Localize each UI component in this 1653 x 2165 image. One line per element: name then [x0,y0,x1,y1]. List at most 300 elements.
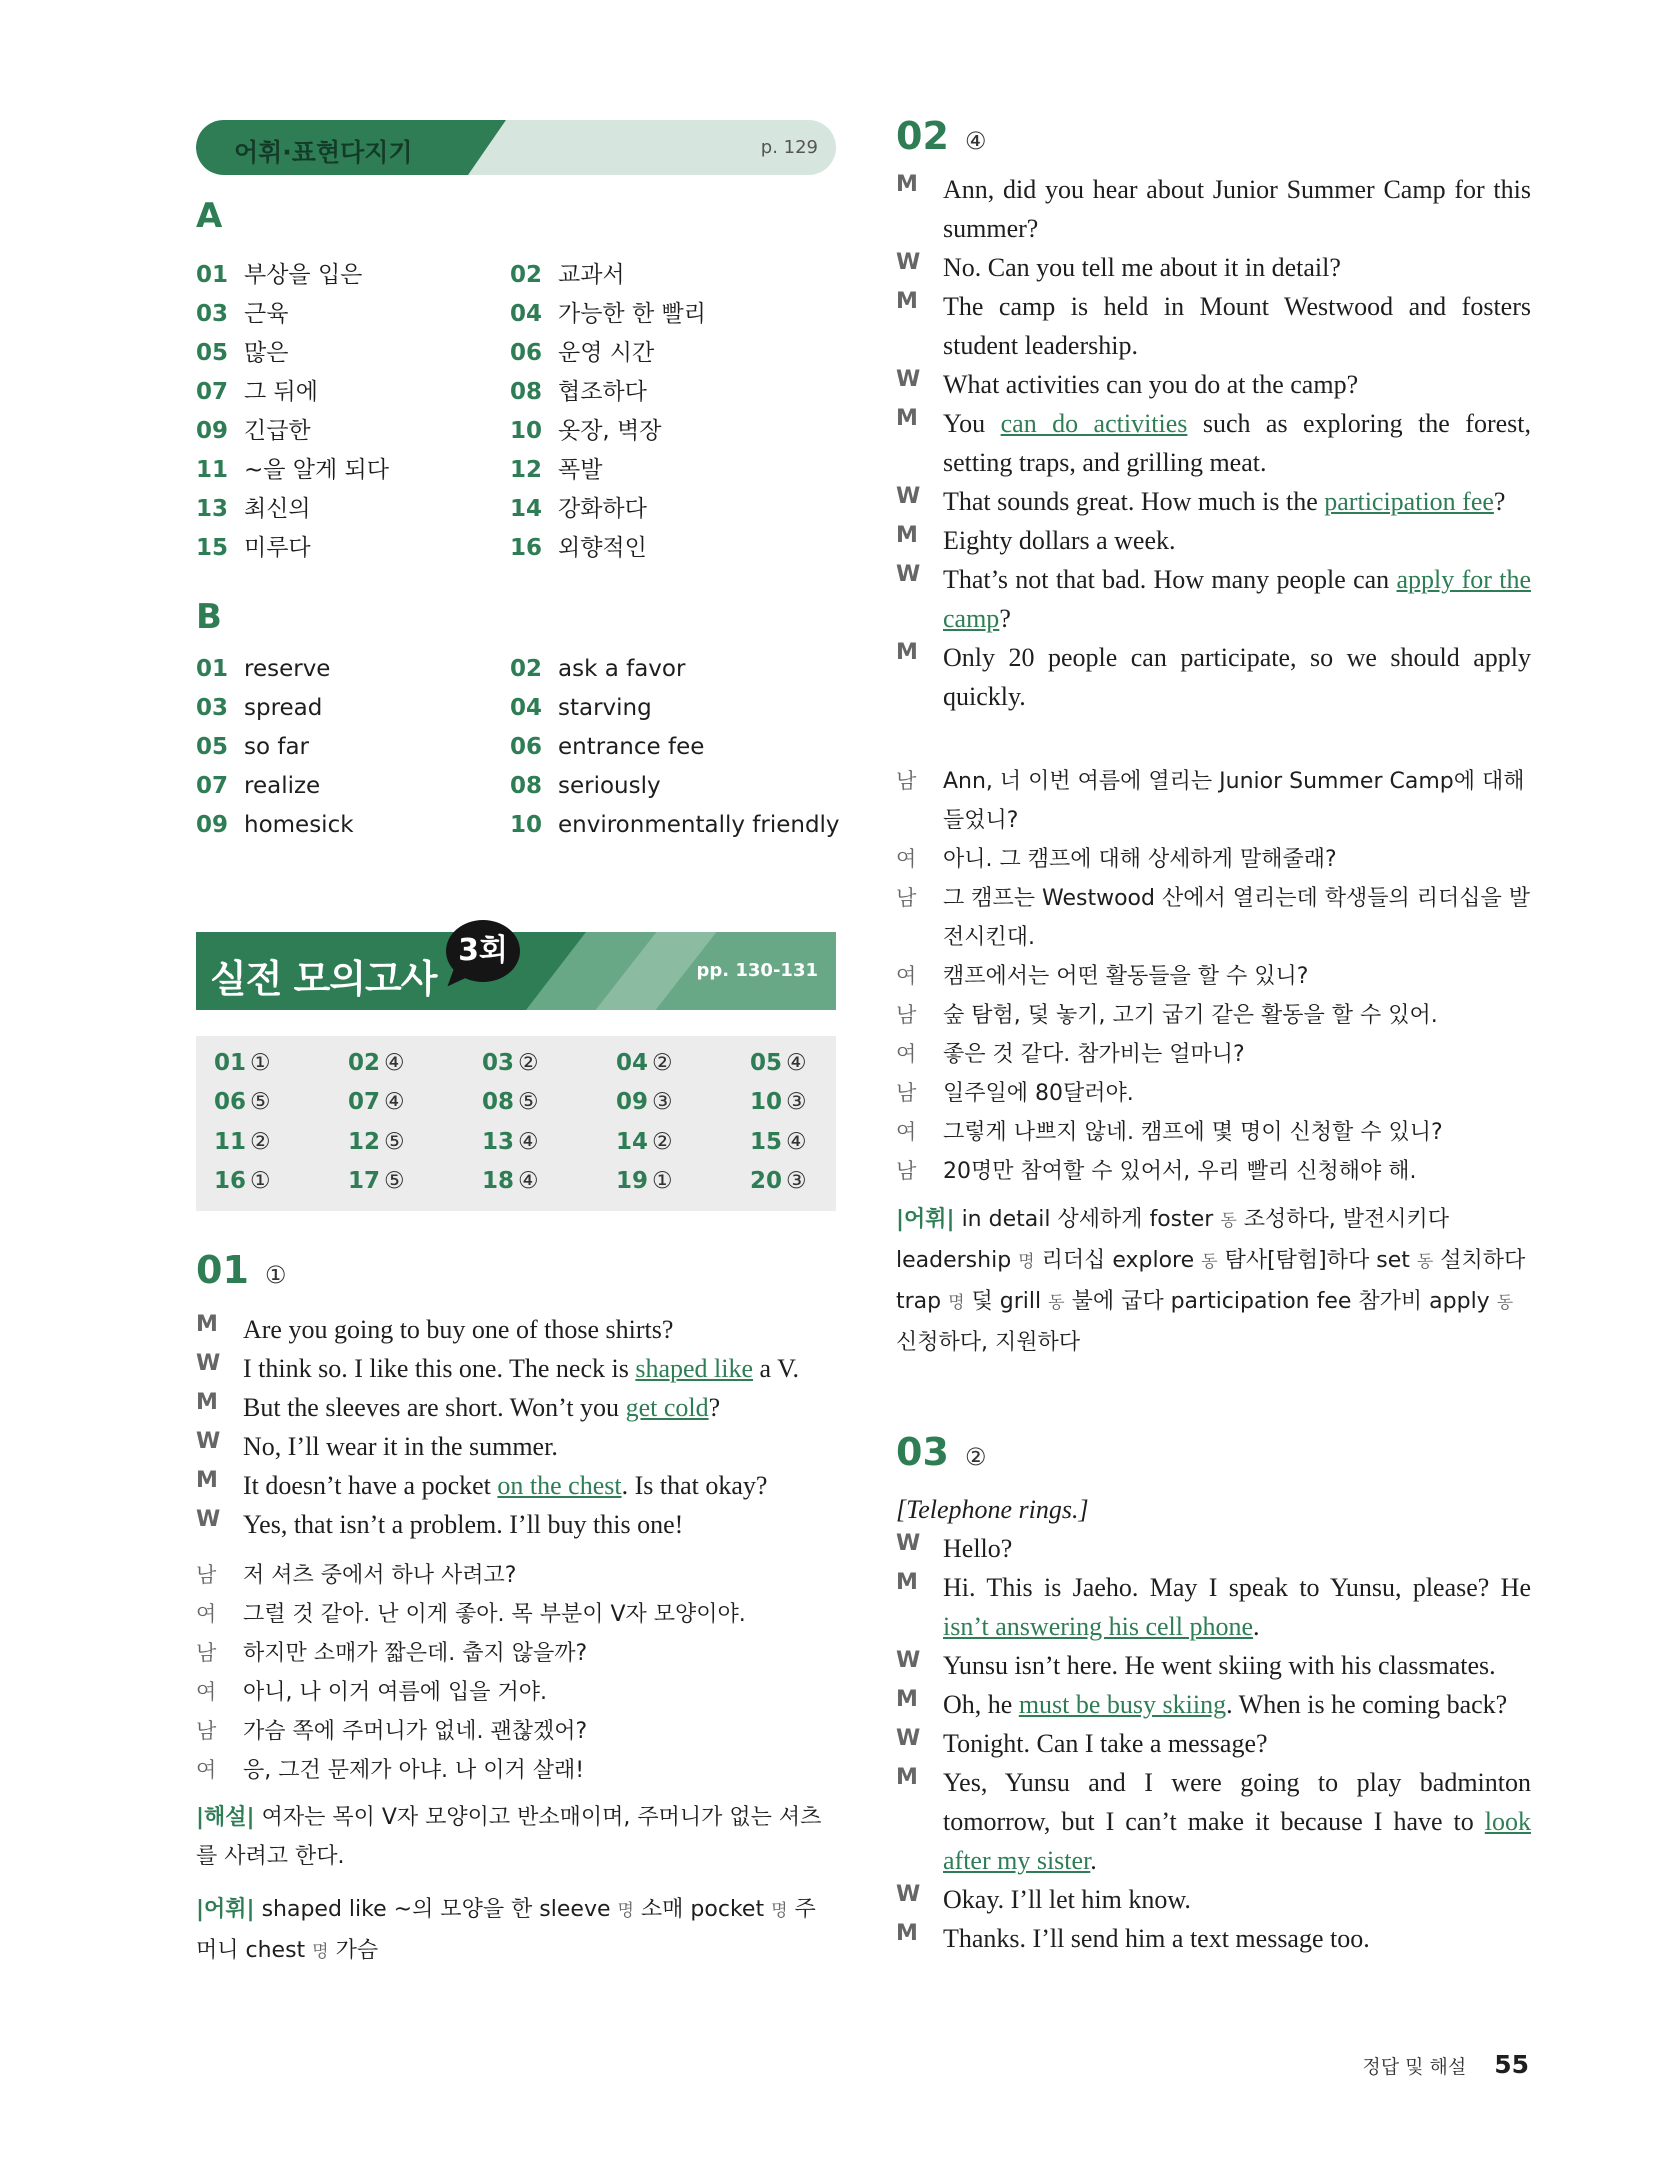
answer-choice: ③ [652,1089,673,1116]
text-before: Oh, he [943,1690,1019,1719]
vocab-item [510,529,840,561]
vocab-meaning: ask a favor [558,656,686,682]
speaker-label: 여 [896,964,917,988]
translation-text: 좋은 것 같다. 참가비는 얼마니? [943,1042,1245,1067]
translation-line [196,1556,836,1595]
vocab-text-2: 소매 pocket [633,1897,772,1922]
line-text [943,1763,1531,1880]
translation-text: 캠프에서는 어떤 활동들을 할 수 있니? [943,964,1309,989]
vocab-text-5: 설치하다 trap [896,1248,1526,1314]
vocab-meaning: 많은 [244,340,289,366]
dialogue-line [196,1310,836,1349]
vocab-number: 02 [510,262,543,288]
answer-cell [750,1129,884,1158]
vocab-number: 16 [510,535,543,561]
noun-mark-1: 명 [1018,1252,1035,1272]
vocab-number: 03 [196,695,229,721]
speaker-label: W [896,367,921,392]
vocab-meaning: 부상을 입은 [244,262,363,288]
line-text [943,1646,1496,1685]
dialogue-line [196,1505,836,1544]
vocab-meaning: 외향적인 [558,535,647,561]
vocab-item [510,412,840,444]
q01-dialogue [196,1310,836,1544]
round-badge: 3회 [446,920,520,982]
vocab-item [196,656,510,681]
speaker-label: 남 [896,1003,917,1027]
translation-text: Ann, 너 이번 여름에 열리는 Junior Summer Camp에 대해 들었니? [943,769,1525,833]
vocab-item [510,295,840,327]
vocab-number: 07 [196,379,229,405]
line-text [243,1310,673,1349]
speaker-label: M [196,1468,218,1493]
noun-mark-1: 명 [617,1901,634,1921]
page-footer [1362,2050,1529,2079]
speaker-label: 남 [196,1563,217,1587]
speaker-label: W [196,1429,221,1454]
answer-number: 20 [750,1167,783,1194]
line-text [943,287,1531,365]
vocab-number: 10 [510,418,543,444]
line-text [243,1427,558,1466]
vocab-item [196,773,510,798]
answer-cell [482,1050,616,1079]
answer-choice: ⑤ [384,1128,405,1155]
text-after: a V. [753,1354,800,1383]
q02-vocab [896,1200,1531,1362]
line-text [243,1505,683,1544]
blank-answer: look after my sister [943,1807,1531,1875]
answer-cell [750,1050,884,1079]
answer-choice: ③ [786,1167,807,1194]
vocab-practice-title [234,133,413,169]
text-before: Ann, did you hear about Junior Summer Camp for this summer? [943,175,1531,243]
vocab-item [196,256,510,288]
q01-answer: ① [264,1261,287,1289]
text-after: such as exploring the forest, setting traps, and grilling meat. [943,409,1531,477]
vocab-number: 04 [510,695,543,721]
dialogue-line [896,404,1531,482]
answer-cell [214,1050,348,1079]
vocab-number: 12 [510,457,543,483]
section-a-list [196,256,840,561]
translation-line [196,1673,836,1712]
speaker-label: W [896,1726,921,1751]
answer-number: 11 [214,1128,247,1155]
dialogue-line [896,1763,1531,1880]
blank-answer: shaped like [635,1354,754,1383]
dialogue-line [196,1349,836,1388]
speaker-label: M [896,1570,918,1595]
answer-cell [616,1089,750,1118]
dialogue-line [896,1685,1531,1724]
stage-direction: [Telephone rings.] [896,1495,1089,1524]
dialogue-line [896,248,1531,287]
verb-mark-1: 동 [1220,1211,1237,1231]
text-before: Only 20 people can participate, so we should apply quickly. [943,643,1531,711]
vocab-text-3: 주머니 chest [196,1897,816,1963]
dialogue-line [896,1568,1531,1646]
answer-number: 14 [616,1128,649,1155]
vocab-text-1: in detail 상세하게 foster [954,1207,1221,1232]
answer-number: 19 [616,1167,649,1194]
blank-answer: apply for the camp [943,565,1531,633]
speaker-label: M [896,289,918,314]
q02-number: 02 [896,114,949,158]
translation-line [896,762,1531,840]
vocab-meaning: seriously [558,773,661,799]
translation-text: 저 셔츠 중에서 하나 사려고? [243,1563,517,1588]
translation-line [196,1712,836,1751]
vocab-number: 09 [196,418,229,444]
vocab-meaning: spread [244,695,323,721]
line-text [943,638,1531,716]
verb-mark-2: 동 [1201,1252,1218,1272]
vocab-number: 06 [510,734,543,760]
translation-line [896,1074,1531,1113]
vocab-item [510,695,840,720]
translation-text: 아니, 나 이거 여름에 입을 거야. [243,1680,547,1705]
vocab-meaning: so far [244,734,310,760]
line-text [943,1568,1531,1646]
dialogue-line [196,1466,836,1505]
answer-choice: ① [250,1050,271,1076]
text-after: ? [1493,487,1506,516]
vocab-item [196,295,510,327]
vocab-item [196,812,510,837]
answer-number: 03 [482,1050,515,1076]
vocab-number: 11 [196,457,229,483]
footer-label: 정답 및 해설 [1362,2056,1467,2078]
vocab-number: 15 [196,535,229,561]
answer-cell [482,1168,616,1197]
q03-header [896,1430,986,1474]
answer-number: 18 [482,1167,515,1194]
vocab-number: 03 [196,301,229,327]
answer-number: 09 [616,1089,649,1116]
explanation-tag: |해설| [196,1805,255,1830]
speaker-label: W [896,562,921,587]
vocab-number: 13 [196,496,229,522]
vocab-meaning: ~을 알게 되다 [244,457,389,483]
text-after: . When is he coming back? [1226,1690,1508,1719]
dialogue-line [896,1724,1531,1763]
line-text [943,170,1531,248]
text-after: . Is that okay? [621,1471,768,1500]
text-before: The camp is held in Mount Westwood and fosters student leadership. [943,292,1531,360]
vocab-practice-header [196,120,836,175]
dialogue-line [196,1427,836,1466]
q03-dialogue [896,1529,1531,1958]
vocab-number: 06 [510,340,543,366]
noun-mark-2: 명 [771,1901,788,1921]
vocab-item [510,812,840,837]
vocab-meaning: 운영 시간 [558,340,655,366]
speaker-label: M [896,172,918,197]
vocab-meaning: starving [558,695,652,721]
answer-key-table [196,1036,836,1211]
vocab-number: 07 [196,773,229,799]
text-after: ? [999,604,1011,633]
dialogue-line [896,365,1531,404]
answer-number: 12 [348,1128,381,1155]
speaker-label: M [896,406,918,431]
q03-answer: ② [964,1443,987,1471]
answer-cell [214,1089,348,1118]
answer-choice: ② [652,1128,673,1155]
answer-cell [214,1129,348,1158]
section-b-list [196,656,840,837]
text-before: Are you going to buy one of those shirts? [243,1315,674,1344]
dialogue-line [896,170,1531,248]
vocab-number: 05 [196,340,229,366]
answer-number: 04 [616,1050,649,1076]
speaker-label: M [196,1390,218,1415]
speaker-label: 남 [896,1081,917,1105]
text-before: Yes, Yunsu and I were going to play badminton tomorrow, but I can’t make it because I have to [943,1768,1531,1836]
vocab-text-4: 탐사[탐험]하다 set [1217,1248,1417,1273]
line-text [243,1466,767,1505]
vocab-text-2: 조성하다, 발전시키다 leadership [896,1207,1450,1273]
answer-number: 06 [214,1089,247,1116]
text-before: Thanks. I’ll send him a text message too. [943,1924,1370,1953]
answer-choice: ② [250,1128,271,1155]
vocab-text-4: 가슴 [328,1938,379,1963]
speaker-label: M [896,1687,918,1712]
text-before: That’s not that bad. How many people can [943,565,1397,594]
speaker-label: W [196,1351,221,1376]
text-before: Eighty dollars a week. [943,526,1176,555]
verb-mark-4: 동 [1048,1293,1065,1313]
vocab-number: 05 [196,734,229,760]
vocab-item [510,256,840,288]
translation-text: 가슴 쪽에 주머니가 없네. 괜찮겠어? [243,1719,588,1744]
section-b-letter: B [196,597,222,637]
answer-number: 05 [750,1050,783,1076]
speaker-label: M [896,523,918,548]
section-a-letter: A [196,196,223,236]
answer-cell [348,1089,482,1118]
q01-translation [196,1556,836,1790]
vocab-meaning: 긴급한 [244,418,311,444]
vocab-meaning: reserve [244,656,331,682]
answer-choice: ① [250,1167,271,1194]
line-text [943,1880,1191,1919]
vocab-item [510,656,840,681]
text-before: No, I’ll wear it in the summer. [243,1432,558,1461]
speaker-label: 여 [896,1120,917,1144]
answer-number: 01 [214,1050,247,1076]
speaker-label: W [896,1882,921,1907]
translation-text: 그럴 것 같아. 난 이게 좋아. 목 부분이 V자 모양이야. [243,1602,746,1627]
answer-number: 08 [482,1089,515,1116]
answer-cell [616,1168,750,1197]
answer-cell [616,1129,750,1158]
q01-number: 01 [196,1248,249,1292]
vocab-meaning: 근육 [244,301,289,327]
vocab-item [510,334,840,366]
speaker-label: 남 [196,1719,217,1743]
text-before: No. Can you tell me about it in detail? [943,253,1341,282]
text-before: You [943,409,1001,438]
dialogue-line [896,1646,1531,1685]
text-before: That sounds great. How much is the [943,487,1325,516]
answer-choice: ④ [786,1050,807,1076]
vocab-meaning: 미루다 [244,535,311,561]
noun-mark-3: 명 [312,1942,329,1962]
answer-cell [482,1089,616,1118]
translation-line [896,996,1531,1035]
vocab-item [196,412,510,444]
text-before: But the sleeves are short. Won’t you [243,1393,626,1422]
speaker-label: W [896,1648,921,1673]
translation-line [196,1595,836,1634]
translation-text: 그 캠프는 Westwood 산에서 열리는데 학생들의 리더십을 발전시킨대. [943,886,1530,950]
vocab-meaning: 그 뒤에 [244,379,318,405]
noun-mark-2: 명 [948,1293,965,1313]
line-text [943,521,1176,560]
vocab-page-ref: p. 129 [760,137,818,158]
answer-choice: ① [652,1167,673,1194]
answer-cell [616,1050,750,1079]
vocab-meaning: 가능한 한 빨리 [558,301,706,327]
text-after: ? [708,1393,721,1422]
blank-answer: on the chest [497,1471,622,1500]
vocab-number: 08 [510,773,543,799]
vocab-meaning: 폭발 [558,457,603,483]
vocab-tag: |어휘| [196,1897,255,1922]
vocab-meaning: environmentally friendly [558,812,840,838]
blank-answer: isn’t answering his cell phone [943,1612,1254,1641]
vocab-item [510,373,840,405]
vocab-item [196,734,510,759]
mock-exam-pages: pp. 130-131 [696,960,818,981]
answer-choice: ④ [518,1128,539,1155]
line-text [943,482,1505,521]
answer-cell [348,1168,482,1197]
q02-answer: ④ [964,127,987,155]
dialogue-line [896,287,1531,365]
title-part-a: 어휘·표현 [234,138,341,167]
vocab-tag: |어휘| [896,1207,955,1232]
text-before: Hello? [943,1534,1013,1563]
blank-answer: get cold [625,1393,709,1422]
vocab-number: 09 [196,812,229,838]
translation-line [896,1152,1531,1191]
translation-line [896,1113,1531,1152]
vocab-number: 01 [196,262,229,288]
vocab-meaning: 최신의 [244,496,311,522]
vocab-meaning: realize [244,773,321,799]
blank-answer: must be busy skiing [1018,1690,1227,1719]
translation-text: 응, 그건 문제가 아냐. 나 이거 살래! [243,1758,585,1783]
explanation-text: 여자는 목이 V자 모양이고 반소매이며, 주머니가 없는 셔츠를 사려고 한다. [196,1805,822,1869]
vocab-number: 10 [510,812,543,838]
answer-number: 10 [750,1089,783,1116]
line-text [943,404,1531,482]
translation-line [896,879,1531,957]
q01-vocab [196,1890,836,1972]
answer-choice: ④ [786,1128,807,1155]
q02-header [896,114,986,158]
dialogue-line [896,638,1531,716]
translation-text: 하지만 소매가 짧은데. 춥지 않을까? [243,1641,588,1666]
vocab-item [510,773,840,798]
answer-number: 02 [348,1050,381,1076]
speaker-label: 여 [196,1602,217,1626]
speaker-label: 여 [896,847,917,871]
vocab-meaning: 옷장, 벽장 [558,418,662,444]
answer-cell [348,1050,482,1079]
vocab-text-8: 신청하다, 지원하다 [896,1330,1081,1355]
vocab-item [510,490,840,522]
q01-header [196,1248,286,1292]
line-text [943,365,1358,404]
verb-mark-5: 동 [1496,1293,1514,1313]
vocab-item [196,373,510,405]
dialogue-line [896,521,1531,560]
translation-text: 20명만 참여할 수 있어서, 우리 빨리 신청해야 해. [943,1159,1417,1184]
answer-choice: ③ [786,1089,807,1116]
line-text [943,1685,1507,1724]
text-before: I think so. I like this one. The neck is [243,1354,636,1383]
speaker-label: M [896,640,918,665]
vocab-item [196,529,510,561]
answer-cell [750,1168,884,1197]
answer-number: 17 [348,1167,381,1194]
text-before: Hi. This is Jaeho. May I speak to Yunsu, please? He [943,1573,1531,1602]
answer-number: 16 [214,1167,247,1194]
q01-explanation [196,1798,836,1876]
vocab-meaning: 협조하다 [558,379,647,405]
speaker-label: 남 [896,1159,917,1183]
speaker-label: W [896,250,921,275]
answer-cell [482,1129,616,1158]
translation-line [196,1751,836,1790]
vocab-number: 04 [510,301,543,327]
vocab-meaning: entrance fee [558,734,705,760]
text-after: . [1253,1612,1260,1641]
answer-number: 15 [750,1128,783,1155]
line-text [943,1529,1012,1568]
blank-answer: participation fee [1324,487,1494,516]
speaker-label: 여 [196,1758,217,1782]
title-part-b: 다지기 [340,138,413,167]
answer-choice: ④ [384,1089,405,1116]
translation-line [896,840,1531,879]
line-text [943,560,1531,638]
answer-choice: ④ [518,1167,539,1194]
dialogue-line [196,1388,836,1427]
translation-line [896,1035,1531,1074]
text-before: What activities can you do at the camp? [943,370,1359,399]
line-text [243,1388,720,1427]
vocab-text-3: 리더십 explore [1034,1248,1202,1273]
vocab-meaning: 강화하다 [558,496,647,522]
vocab-text-6: 덫 grill [964,1289,1049,1314]
q02-translation [896,762,1531,1191]
translation-text: 아니. 그 캠프에 대해 상세하게 말해줄래? [943,847,1337,872]
answer-choice: ⑤ [250,1089,271,1116]
vocab-text-7: 불에 굽다 participation fee 참가비 apply [1064,1289,1497,1314]
vocab-number: 14 [510,496,543,522]
speaker-label: 여 [196,1680,217,1704]
speaker-label: W [896,484,921,509]
vocab-meaning: 교과서 [558,262,625,288]
speaker-label: 남 [196,1641,217,1665]
q03-number: 03 [896,1430,949,1474]
vocab-item [510,734,840,759]
